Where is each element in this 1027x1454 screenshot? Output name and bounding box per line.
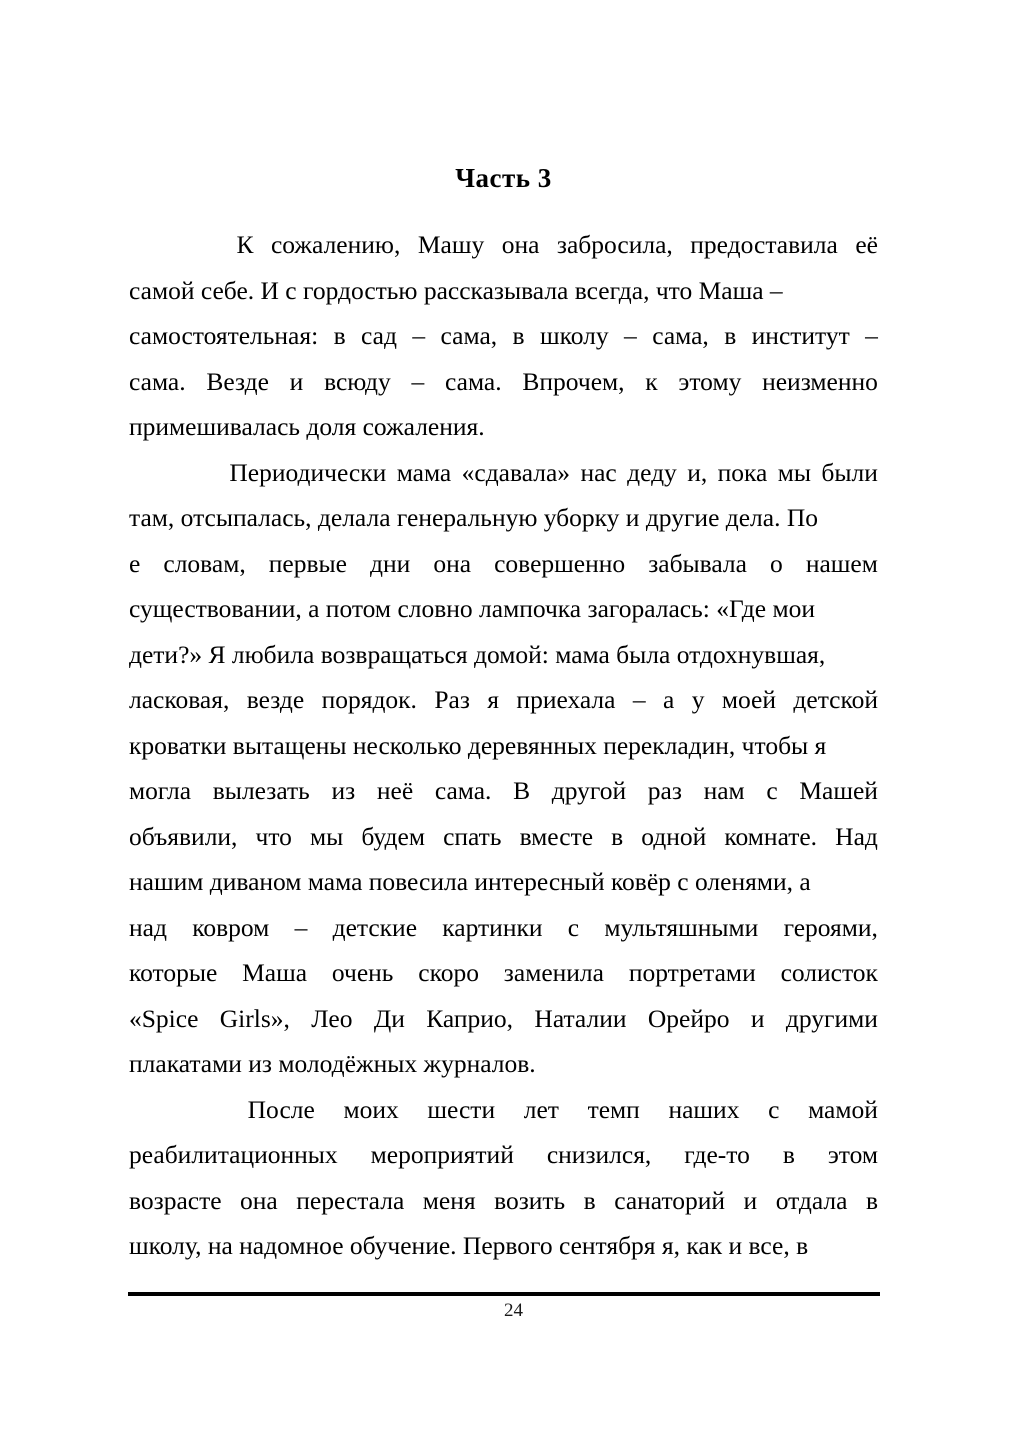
text-line: самой себе. И с гордостью рассказывала всегда, что Маша – [129, 275, 783, 305]
text-line: школу, на надомное обучение. Первого сентября я, как и все, в [129, 1231, 809, 1260]
text-line: которые Маша очень скоро заменила портретами солисток [129, 958, 878, 987]
text-line: могла вылезать из неё сама. В другой раз нам с Машей [129, 776, 878, 805]
text-line: реабилитационных мероприятий снизился, где-то в этом [129, 1140, 878, 1169]
text-line: дети?» Я любила возвращаться домой: мама была отдохнувшая, [129, 639, 826, 669]
paragraph [129, 450, 878, 1087]
text-line: ласковая, везде порядок. Раз я приехала – а у моей детской [129, 685, 878, 714]
text-line: Периодически мама «сдавала» нас деду и, пока мы были [229, 457, 878, 487]
text-line: сама. Везде и всюду – сама. Впрочем, к этому неизменно [129, 366, 878, 396]
text-line: там, отсыпалась, делала генеральную уборку и другие дела. По [129, 503, 819, 532]
text-line: самостоятельная: в сад – сама, в школу – сама, в институт – [129, 321, 878, 350]
text-line: е словам, первые дни она совершенно забывала о нашем [129, 548, 878, 578]
footer-separator-rule [128, 1292, 880, 1296]
text-line: примешивалась доля сожаления. [129, 412, 485, 441]
text-line: существовании, а потом словно лампочка загоралась: «Где мои [129, 594, 815, 623]
page-number: 24 [504, 1300, 523, 1321]
paragraph [129, 222, 878, 450]
paragraph [129, 1087, 878, 1269]
text-line: После моих шести лет темп наших с мамой [247, 1094, 878, 1124]
page-title: Часть 3 [455, 163, 552, 193]
document-body [129, 222, 878, 1269]
text-line: плакатами из молодёжных журналов. [129, 1049, 536, 1078]
text-line: нашим диваном мама повесила интересный ковёр с оленями, а [129, 867, 811, 896]
text-line: над ковром – детские картинки с мультяшными героями, [129, 912, 878, 942]
text-line: возрасте она перестала меня возить в санаторий и отдала в [129, 1185, 878, 1215]
text-line: объявили, что мы будем спать вместе в одной комнате. Над [129, 821, 878, 851]
text-line: «Spice Girls», Лео Ди Каприо, Наталии Орейро и другими [129, 1003, 878, 1033]
text-line: К сожалению, Машу она забросила, предоставила её [236, 230, 878, 259]
text-line: кроватки вытащены несколько деревянных перекладин, чтобы я [129, 730, 827, 760]
